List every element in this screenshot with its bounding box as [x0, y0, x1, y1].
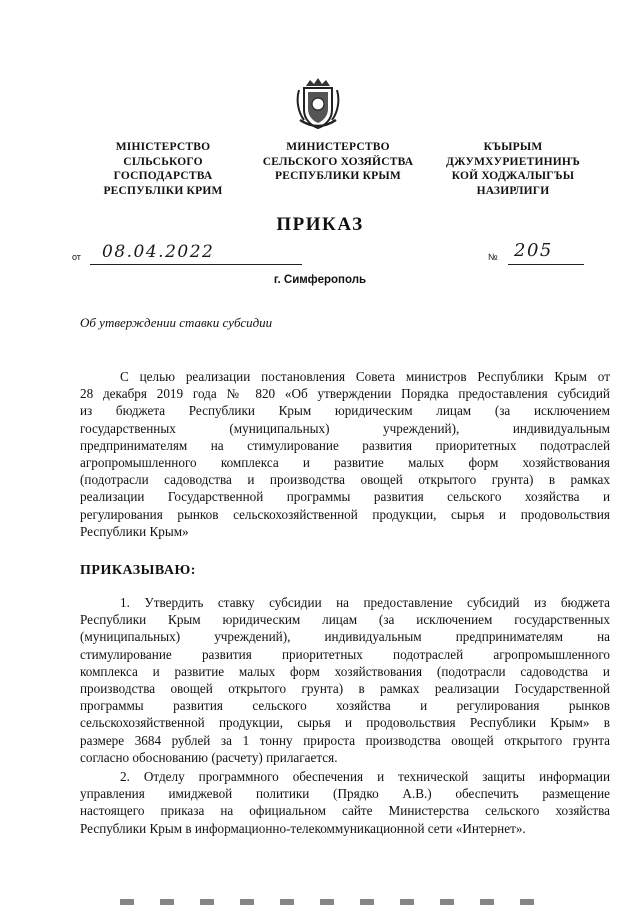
number-label: №	[488, 252, 498, 262]
date-field	[90, 244, 302, 265]
order-heading: ПРИКАЗЫВАЮ:	[80, 563, 196, 578]
order-date: 08.04.2022	[102, 242, 215, 262]
coat-of-arms-icon	[296, 76, 340, 130]
order-item-2: 2. Отделу программного обеспечения и технической защиты информации управления имиджевой политики (Прядко А.В.) обеспечить размещение настоящего приказа на официальном сайте Министерства сельского хозяйства Республики Крым в информационно-телекоммуникационной сети «Интернет».	[80, 769, 610, 836]
document-title: ПРИКАЗ	[276, 214, 364, 235]
from-label: от	[72, 252, 81, 262]
order-number: 205	[514, 240, 553, 261]
date-number-row	[72, 242, 592, 268]
ministry-russian: МИНИСТЕРСТВО СЕЛЬСКОГО ХОЗЯЙСТВА РЕСПУБЛИКИ КРЫМ	[262, 141, 414, 182]
order-subject: Об утверждении ставки субсидии	[80, 315, 273, 330]
ministry-names	[78, 140, 598, 198]
ministry-crimean-tatar: КЪЫРЫМ ДЖУМХУРИЕТИНИНЪ КОЙ ХОДЖАЛЫГЪЫ НАЗИРЛИГИ	[445, 141, 581, 197]
number-field	[508, 240, 584, 265]
city: г. Симферополь	[273, 274, 367, 286]
next-page-text-fragment	[120, 899, 540, 905]
preamble-paragraph: С целью реализации постановления Совета министров Республики Крым от 28 декабря 2019 года № 820 «Об утверждении Порядка предоставления субсидий из бюджета Республики Крым юридическим лицам (за исключением государственных (муниципальных) учреждений), индивидуальным предпринимателям на стимулирование развития приоритетных подотраслей агропромышленного комплекса и развитие малых форм хозяйствования (подотрасли садоводства и производства овощей открытого грунта) в рамках реализации Государственной программы развития сельского хозяйства и регулирования рынков сельскохозяйственной продукции, сырья и продовольствия Республики Крым»	[80, 369, 610, 539]
ministry-ukrainian: МІНІСТЕРСТВО СІЛЬСЬКОГО ГОСПОДАРСТВА РЕСПУБЛІКИ КРИМ	[103, 141, 223, 197]
order-item-1: 1. Утвердить ставку субсидии на предоставление субсидий из бюджета Республики Крым юридическим лицам (за исключением государственных (муниципальных) учреждений), индивидуальным предпринимателям на стимулирование развития приоритетных подотраслей агропромышленного комплекса и развитие малых форм хозяйствования (подотрасли садоводства и производства овощей открытого грунта) в рамках реализации Государственной программы развития сельского хозяйства и регулирования рынков сельскохозяйственной продукции, сырья и продовольствия Республики Крым» в размере 3684 рублей за 1 тонну прироста производства овощей открытого грунта согласно обоснованию (расчету) прилагается.	[80, 595, 610, 765]
